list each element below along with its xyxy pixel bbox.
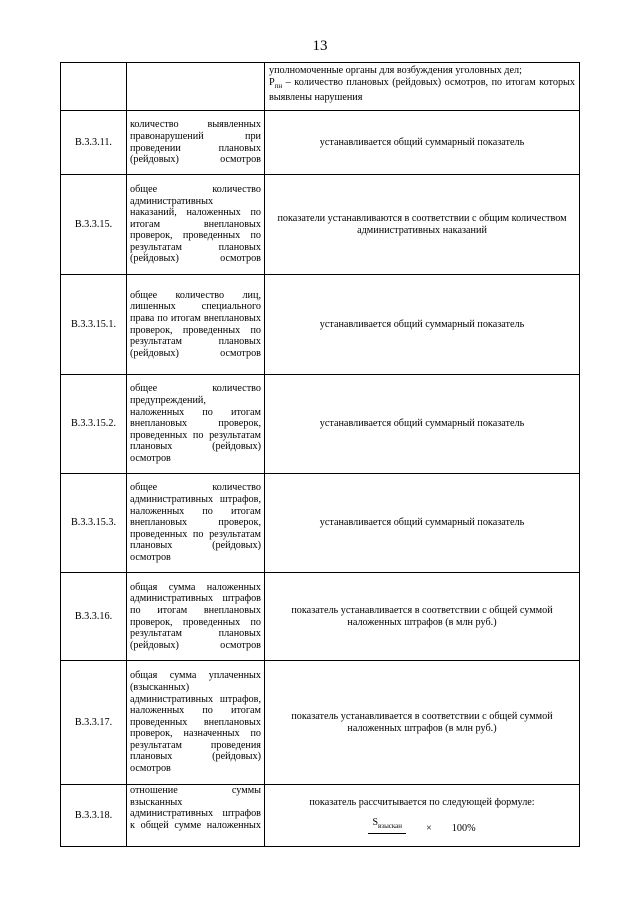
table-row bbox=[61, 573, 580, 661]
row-indicator: устанавливается общий суммарный показатель bbox=[265, 275, 580, 375]
code-cell bbox=[61, 63, 127, 111]
row-indicator: устанавливается общий суммарный показатель bbox=[265, 375, 580, 474]
table-row bbox=[61, 63, 580, 111]
row-description: общее количество предупреждений, наложенных по итогам внеплановых проверок, проведенных по результатам плановых (рейдовых) осмотров bbox=[127, 375, 265, 474]
row-code: В.3.3.15.1. bbox=[61, 275, 127, 375]
row-description: общее количество административных наказаний, наложенных по итогам внеплановых проверок, проведенных по результатам плановых (рейдовых) осмотров bbox=[127, 175, 265, 275]
continuation-cell bbox=[265, 63, 580, 111]
table-row bbox=[61, 474, 580, 573]
row-code: В.3.3.15.2. bbox=[61, 375, 127, 474]
page-number: 13 bbox=[312, 38, 328, 54]
variable-symbol: P bbox=[269, 76, 275, 88]
row-code: В.3.3.15.3. bbox=[61, 474, 127, 573]
table-row bbox=[61, 275, 580, 375]
continuation-line: уполномоченные органы для возбуждения уголовных дел; bbox=[269, 65, 522, 76]
desc-cell bbox=[127, 63, 265, 111]
table-row bbox=[61, 785, 580, 847]
row-indicator-formula bbox=[265, 785, 580, 847]
row-code: В.3.3.18. bbox=[61, 785, 127, 847]
variable-definition: – количество плановых (рейдовых) осмотров, по итогам которых выявлены нарушения bbox=[269, 76, 575, 104]
row-indicator: показатель устанавливается в соответствии с общей суммой наложенных штрафов (в млн руб.) bbox=[265, 573, 580, 661]
table-row bbox=[61, 111, 580, 175]
row-indicator: устанавливается общий суммарный показатель bbox=[265, 474, 580, 573]
formula-intro: показатель рассчитывается по следующей формуле: bbox=[309, 796, 535, 808]
formula-numerator bbox=[368, 817, 406, 835]
row-code: В.3.3.16. bbox=[61, 573, 127, 661]
row-indicator: показатель устанавливается в соответствии с общей суммой наложенных штрафов (в млн руб.) bbox=[265, 661, 580, 785]
row-indicator: устанавливается общий суммарный показатель bbox=[265, 111, 580, 175]
row-description: общая сумма наложенных административных штрафов по итогам внеплановых проверок, проведенных по результатам плановых (рейдовых) осмотров bbox=[127, 573, 265, 661]
formula-factor: 100% bbox=[451, 822, 476, 834]
row-indicator: показатели устанавливаются в соответствии с общим количеством административных наказаний bbox=[265, 175, 580, 275]
row-description: общая сумма уплаченных (взысканных) административных штрафов, наложенных по итогам проведенных внеплановых проверок, назначенных по результатам проведения плановых (рейдовых) осмотров bbox=[127, 661, 265, 785]
continuation-line bbox=[269, 77, 575, 104]
table-row bbox=[61, 175, 580, 275]
row-description: отношение суммы взысканных административных штрафов к общей сумме наложенных bbox=[127, 785, 265, 847]
row-code: В.3.3.15. bbox=[61, 175, 127, 275]
formula-symbol: S bbox=[372, 816, 378, 828]
formula bbox=[271, 817, 573, 835]
table-row bbox=[61, 375, 580, 474]
indicators-table bbox=[60, 62, 580, 847]
row-code: В.3.3.17. bbox=[61, 661, 127, 785]
row-code: В.3.3.11. bbox=[61, 111, 127, 175]
row-description: количество выявленных правонарушений при проведении плановых (рейдовых) осмотров bbox=[127, 111, 265, 175]
row-description: общее количество административных штрафов, наложенных по итогам внеплановых проверок, проведенных по результатам плановых (рейдовых) осмотров bbox=[127, 474, 265, 573]
row-description: общее количество лиц, лишенных специального права по итогам внеплановых проверок, проведенных по результатам плановых (рейдовых) осмотров bbox=[127, 275, 265, 375]
formula-subscript: взыскан bbox=[378, 821, 403, 830]
table-row bbox=[61, 661, 580, 785]
formula-operator: × bbox=[426, 822, 432, 834]
variable-subscript: пн bbox=[274, 81, 283, 90]
